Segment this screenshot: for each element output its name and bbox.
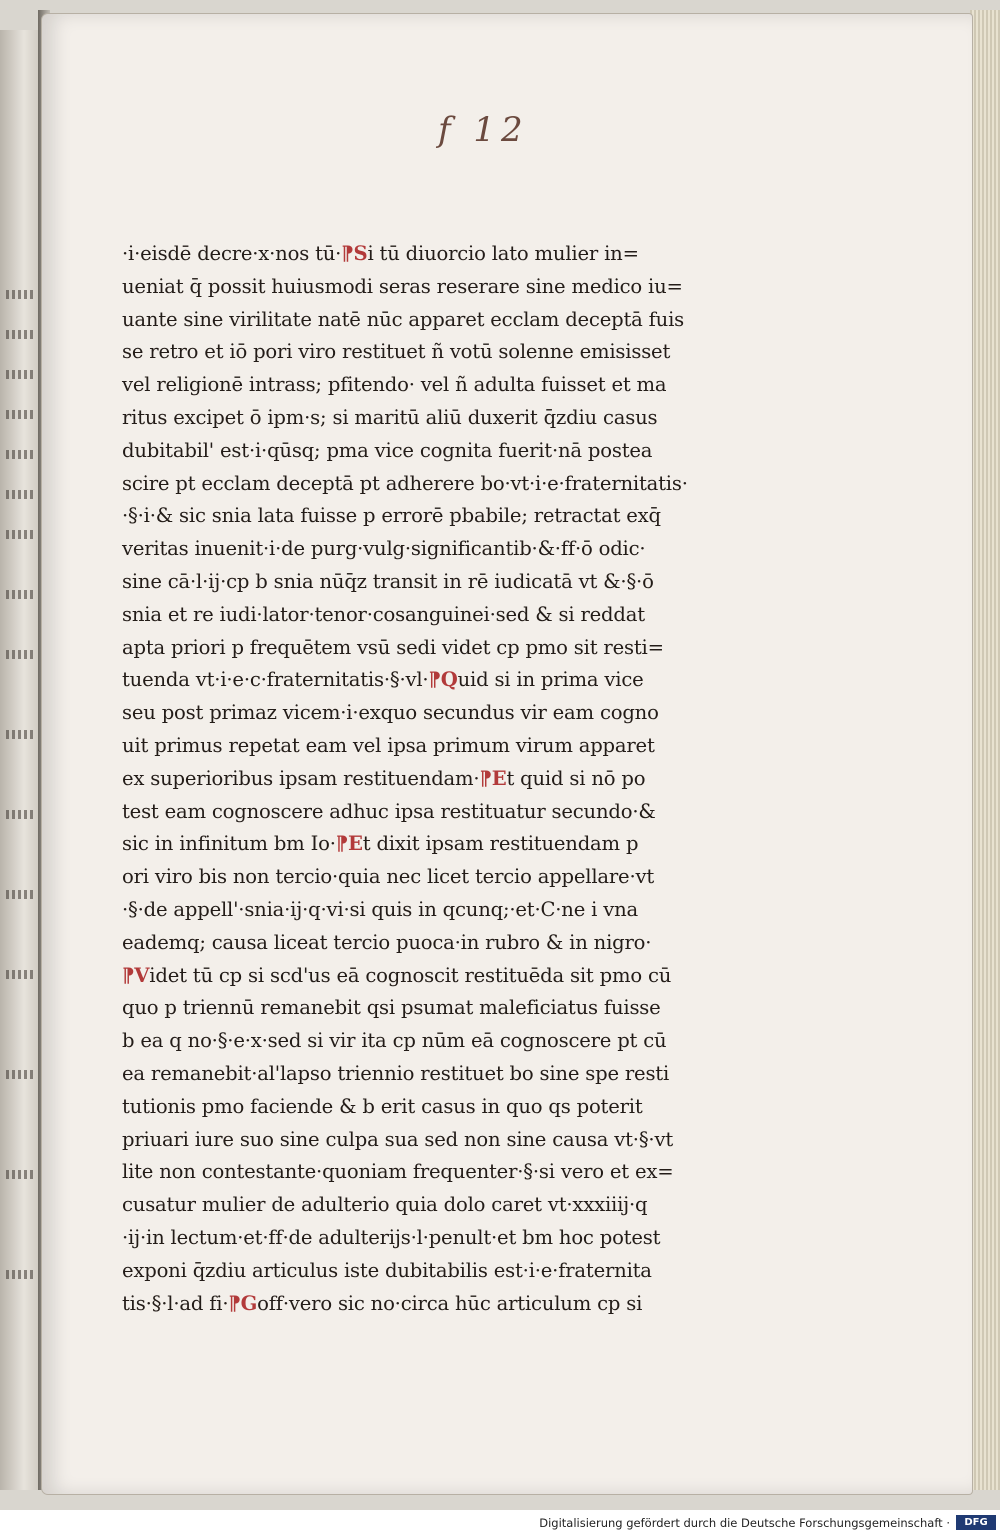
folio-number: f 12 [438, 110, 529, 150]
text-line: tuenda vt·i·e·c·fraternitatis·§·vl·⁋Quid si in prima vice [122, 668, 644, 692]
facing-text-fragment [6, 530, 36, 539]
text-line: dubitabil' est·i·qūsq; pma vice cognita fuerit·nā postea [122, 438, 653, 462]
rubric-mark: ⁋E [335, 832, 363, 856]
text-column [122, 238, 722, 1320]
text-line: ritus excipet ō ipm·s; si maritū aliū duxerit q̄zdiu casus [122, 405, 658, 429]
text-line: ·§·i·& sic snia lata fuisse p errorē pbabile; retractat exq̄ [122, 504, 661, 528]
facing-text-fragment [6, 370, 36, 379]
text-line: tutionis pmo faciende & b erit casus in quo qs poterit [122, 1094, 643, 1118]
text-line: exponi q̄zdiu articulus iste dubitabilis est·i·e·fraternita [122, 1258, 652, 1282]
text-line: ueniat q̄ possit huiusmodi seras reserare sine medico iu= [122, 274, 683, 298]
text-line: snia et re iudi·lator·tenor·cosanguinei·sed & si reddat [122, 602, 645, 626]
manuscript-page [42, 14, 972, 1494]
facing-text-fragment [6, 810, 36, 819]
rubric-mark: ⁋V [122, 963, 150, 987]
funding-credit: Digitalisierung gefördert durch die Deutsche Forschungsgemeinschaft · [539, 1516, 950, 1530]
facing-text-fragment [6, 730, 36, 739]
text-line: cusatur mulier de adulterio quia dolo caret vt·xxxiiij·q [122, 1193, 648, 1217]
facing-text-fragment [6, 650, 36, 659]
footer-bar [0, 1510, 1000, 1535]
rubric-mark: ⁋G [228, 1291, 258, 1315]
facing-text-fragment [6, 1270, 36, 1279]
facing-page-edge [0, 30, 41, 1490]
text-line: apta priori p frequētem vsū sedi videt cp pmo sit resti= [122, 635, 664, 659]
text-line: uit primus repetat eam vel ipsa primum virum apparet [122, 733, 655, 757]
text-line: ori viro bis non tercio·quia nec licet tercio appellare·vt [122, 865, 655, 889]
text-line: vel religionē intrass; pfitendo· vel ñ adulta fuisset et ma [122, 373, 667, 397]
text-line: ·i·eisdē decre·x·nos tū·⁋Si tū diuorcio lato mulier in= [122, 242, 639, 265]
text-line: eademq; causa liceat tercio puoca·in rubro & in nigro· [122, 930, 652, 954]
facing-text-fragment [6, 410, 36, 419]
text-line: quo p triennū remanebit qsi psumat maleficiatus fuisse [122, 996, 661, 1020]
text-line: b ea q no·§·e·x·sed si vir ita cp nūm eā cognoscere pt cū [122, 1029, 667, 1053]
text-line: sine cā·l·ij·cp b snia nūq̄z transit in rē iudicatā vt &·§·ō [122, 569, 654, 593]
text-line: seu post primaz vicem·i·exquo secundus vir eam cogno [122, 701, 659, 725]
text-line: scire pt ecclam deceptā pt adherere bo·vt·i·e·fraternitatis· [122, 471, 688, 495]
facing-text-fragment [6, 590, 36, 599]
text-line: lite non contestante·quoniam frequenter·§·si vero et ex= [122, 1160, 674, 1184]
text-line: priuari iure suo sine culpa sua sed non sine causa vt·§·vt [122, 1127, 674, 1151]
text-line: uante sine virilitate natē nūc apparet ecclam deceptā fuis [122, 307, 685, 331]
text-line: veritas inuenit·i·de purg·vulg·significantib·&·ff·ō odic· [122, 537, 646, 561]
facing-text-fragment [6, 1170, 36, 1179]
rubric-mark: ⁋Q [428, 668, 458, 692]
text-line: ea remanebit·al'lapso triennio restituet bo sine spe resti [122, 1061, 670, 1085]
text-line: tis·§·l·ad fi·⁋Goff·vero sic no·circa hūc articulum cp si [122, 1291, 643, 1315]
facing-text-fragment [6, 330, 36, 339]
facing-text-fragment [6, 970, 36, 979]
dfg-logo: DFG [956, 1515, 996, 1530]
text-line: test eam cognoscere adhuc ipsa restituatur secundo·& [122, 799, 656, 823]
facing-text-fragment [6, 890, 36, 899]
facing-text-fragment [6, 1070, 36, 1079]
text-line: sic in infinitum bm Io·⁋Et dixit ipsam restituendam p [122, 832, 639, 856]
text-line: ·ij·in lectum·et·ff·de adulterijs·l·penult·et bm hoc potest [122, 1225, 661, 1249]
text-line: ·§·de appell'·snia·ij·q·vi·si quis in qcunq;·et·C·ne i vna [122, 897, 639, 921]
text-line: ex superioribus ipsam restituendam·⁋Et quid si nō po [122, 766, 646, 790]
rubric-mark: ⁋S [341, 242, 368, 265]
facing-text-fragment [6, 450, 36, 459]
facing-text-fragment [6, 490, 36, 499]
facing-text-fragment [6, 290, 36, 299]
page-block-edge [970, 10, 1000, 1490]
rubric-mark: ⁋E [479, 766, 507, 790]
text-line: ⁋Videt tū cp si scd'us eā cognoscit restituēda sit pmo cū [122, 963, 672, 987]
text-line: se retro et iō pori viro restituet ñ votū solenne emisisset [122, 340, 671, 364]
